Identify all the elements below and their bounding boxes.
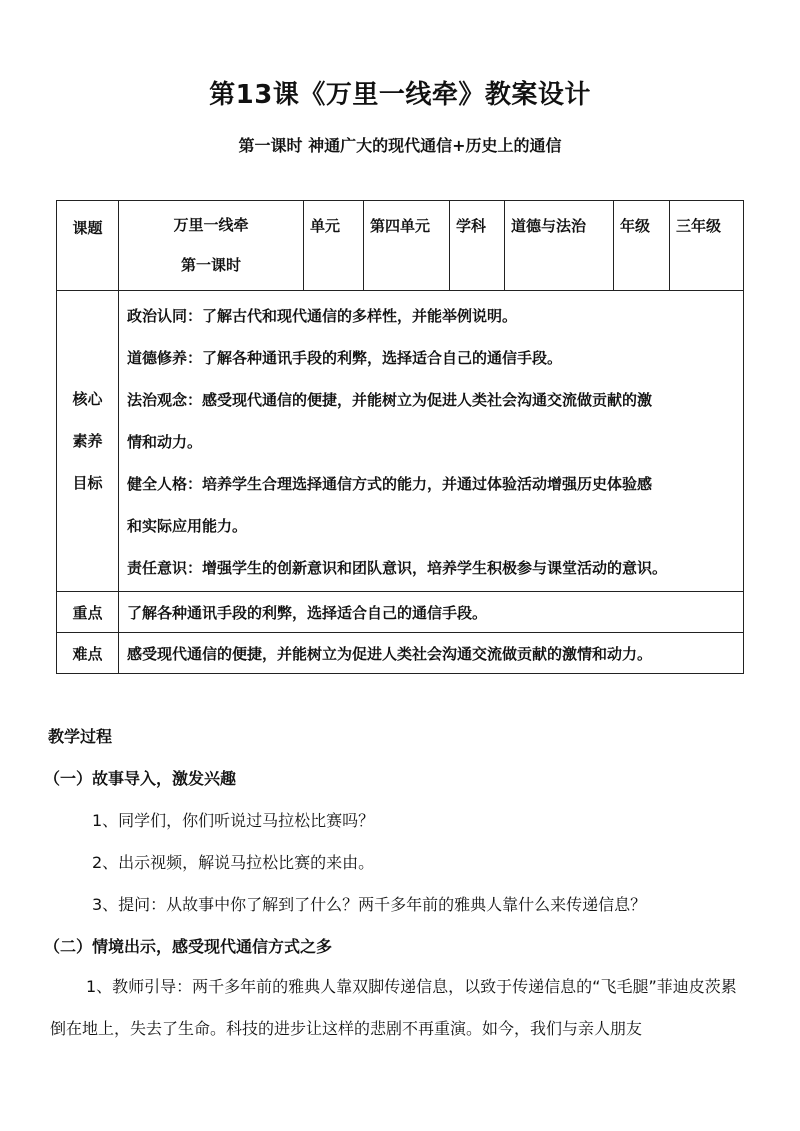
- process-heading: 教学过程: [48, 727, 113, 746]
- table-row-header: [57, 201, 744, 291]
- unit-value: 第四单元: [364, 201, 450, 291]
- section-1-heading: （一）故事导入，激发兴趣: [44, 769, 237, 788]
- subject-value: 道德与法治: [505, 201, 614, 291]
- goal-line: 和实际应用能力。: [127, 517, 248, 535]
- goals-label: [57, 291, 119, 592]
- list-item: 1、同学们，你们听说过马拉松比赛吗？: [92, 811, 375, 830]
- goals-label-line-1: 核心: [72, 390, 103, 408]
- goal-line: 法治观念：感受现代通信的便捷，并能树立为促进人类社会沟通交流做贡献的激: [127, 391, 653, 409]
- difficulty-label: 难点: [57, 633, 119, 674]
- list-item: 3、提问：从故事中你了解到了什么？两千多年前的雅典人靠什么来传递信息？: [92, 895, 647, 914]
- table-row-difficulty: [57, 633, 744, 674]
- goal-line: 情和动力。: [127, 433, 203, 451]
- topic-line-1: 万里一线牵: [173, 216, 249, 234]
- subject-label: 学科: [450, 201, 505, 291]
- topic-line-2: 第一课时: [180, 256, 241, 274]
- goals-label-line-2: 素养: [72, 432, 103, 450]
- grade-value: 三年级: [670, 201, 744, 291]
- goal-line: 政治认同：了解古代和现代通信的多样性，并能举例说明。: [127, 307, 518, 325]
- goals-label-line-3: 目标: [72, 474, 103, 492]
- section-2-paragraph: 1、教师引导：两千多年前的雅典人靠双脚传递信息，以致于传递信息的“飞毛腿”菲迪皮茨累倒在地上，失去了生命。科技的进步让这样的悲剧不再重演。如今，我们与亲人朋友: [50, 977, 737, 1038]
- difficulty-value: 感受现代通信的便捷，并能树立为促进人类社会沟通交流做贡献的激情和动力。: [119, 633, 744, 674]
- goal-line: 道德修养：了解各种通讯手段的利弊，选择适合自己的通信手段。: [127, 349, 563, 367]
- topic-label: 课题: [57, 201, 119, 291]
- table-row-goals: [57, 291, 744, 592]
- key-point-value: 了解各种通讯手段的利弊，选择适合自己的通信手段。: [119, 592, 744, 633]
- grade-label: 年级: [614, 201, 670, 291]
- goals-body: [119, 291, 744, 592]
- table-row-key-point: [57, 592, 744, 633]
- unit-label: 单元: [304, 201, 364, 291]
- page-title: 第13课《万里一线牵》教案设计: [209, 80, 591, 110]
- goal-line: 健全人格：培养学生合理选择通信方式的能力，并通过体验活动增强历史体验感: [127, 475, 653, 493]
- list-item: 2、出示视频，解说马拉松比赛的来由。: [92, 853, 375, 872]
- lesson-info-table: [56, 200, 744, 674]
- section-2-heading: （二）情境出示，感受现代通信方式之多: [44, 937, 333, 956]
- page-subtitle: 第一课时 神通广大的现代通信+历史上的通信: [238, 136, 562, 155]
- topic-value: [119, 201, 304, 291]
- key-point-label: 重点: [57, 592, 119, 633]
- goal-line: 责任意识：增强学生的创新意识和团队意识，培养学生积极参与课堂活动的意识。: [127, 559, 668, 577]
